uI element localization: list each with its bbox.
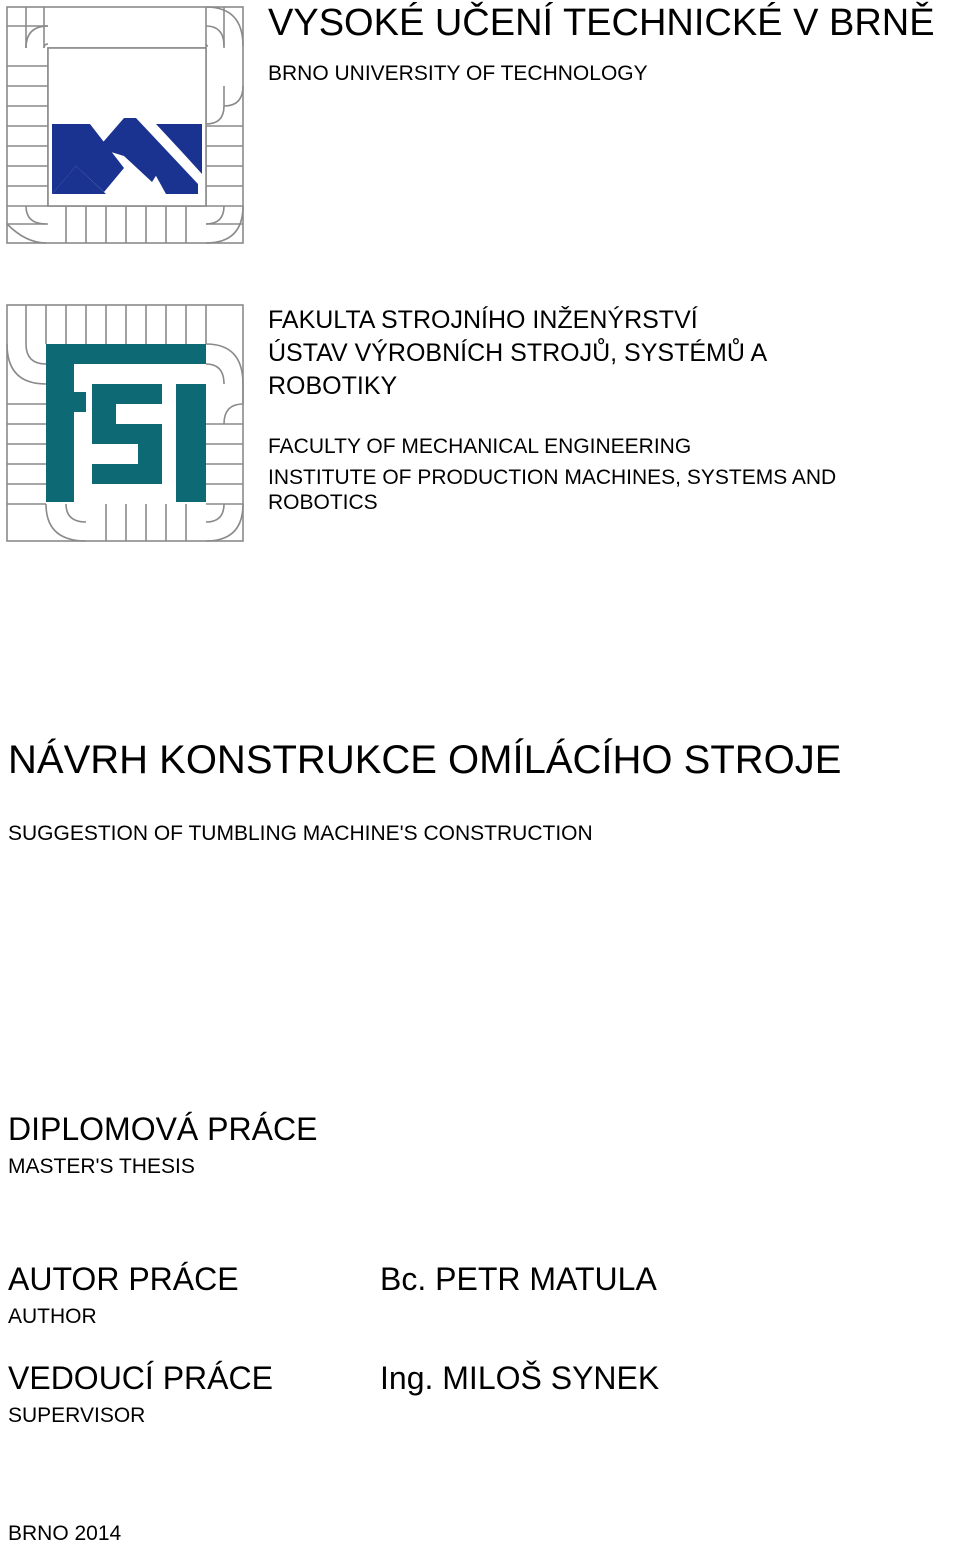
author-name: Bc. PETR MATULA <box>380 1261 657 1297</box>
supervisor-label-en: SUPERVISOR <box>8 1404 146 1427</box>
author-label-cs: AUTOR PRÁCE <box>8 1261 239 1297</box>
faculty-block-cs <box>268 304 828 403</box>
thesis-title-en: SUGGESTION OF TUMBLING MACHINE'S CONSTRUCTION <box>8 822 593 845</box>
supervisor-name: Ing. MILOŠ SYNEK <box>380 1360 660 1396</box>
supervisor-label-cs: VEDOUCÍ PRÁCE <box>8 1360 273 1396</box>
institute-name-en: INSTITUTE OF PRODUCTION MACHINES, SYSTEMS AND ROBOTICS <box>268 466 837 514</box>
fsi-logo-icon <box>6 304 244 542</box>
city-year: BRNO 2014 <box>8 1522 122 1545</box>
vut-logo-icon <box>6 6 244 244</box>
thesis-type-en: MASTER'S THESIS <box>8 1155 195 1178</box>
thesis-title-cs: NÁVRH KONSTRUKCE OMÍLÁCÍHO STROJE <box>8 738 842 782</box>
faculty-block-en <box>268 434 888 515</box>
thesis-type-cs: DIPLOMOVÁ PRÁCE <box>8 1111 318 1147</box>
faculty-name-en: FACULTY OF MECHANICAL ENGINEERING <box>268 435 692 458</box>
institute-name-cs: ÚSTAV VÝROBNÍCH STROJŮ, SYSTÉMŮ A ROBOTIKY <box>268 339 766 400</box>
author-label-en: AUTHOR <box>8 1305 97 1328</box>
university-name-cs: VYSOKÉ UČENÍ TECHNICKÉ V BRNĚ <box>268 2 935 44</box>
university-name-en: BRNO UNIVERSITY OF TECHNOLOGY <box>268 62 648 85</box>
faculty-name-cs: FAKULTA STROJNÍHO INŽENÝRSTVÍ <box>268 306 698 334</box>
